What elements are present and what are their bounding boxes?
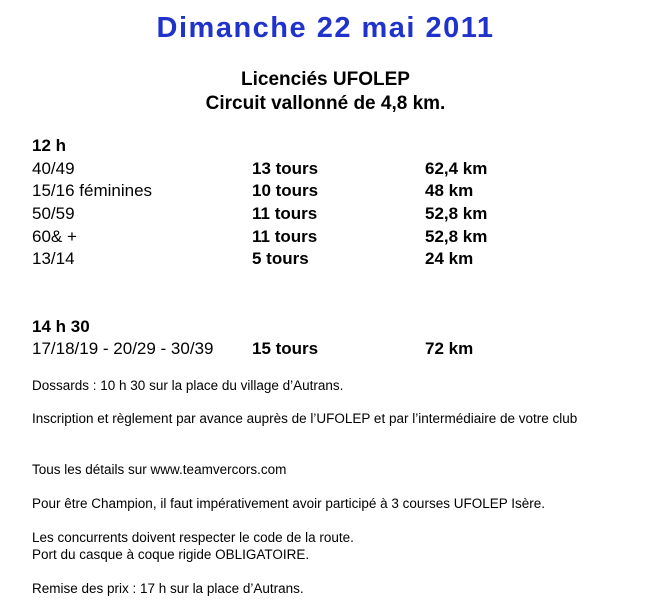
race-distance: 62,4 km (425, 159, 488, 178)
race-category: 17/18/19 - 20/29 - 30/39 (32, 339, 214, 358)
note-code-route: Les concurrents doivent respecter le code de la route. (32, 530, 354, 545)
section-heading-12h: 12 h (32, 136, 67, 155)
page-title: Dimanche 22 mai 2011 (156, 12, 495, 44)
note-casque: Port du casque à coque rigide OBLIGATOIRE. (32, 547, 310, 562)
race-row (0, 181, 651, 203)
subtitle-circuit: Circuit vallonné de 4,8 km. (205, 93, 446, 114)
race-row (0, 249, 651, 271)
subtitle-licencies: Licenciés UFOLEP (241, 69, 410, 90)
race-tours: 10 tours (252, 181, 319, 200)
race-tours: 13 tours (252, 159, 319, 178)
race-distance: 24 km (425, 249, 474, 268)
race-distance: 72 km (425, 339, 474, 358)
note-champion: Pour être Champion, il faut impérativement avoir participé à 3 courses UFOLEP Isère. (32, 496, 545, 511)
note-dossards: Dossards : 10 h 30 sur la place du village d’Autrans. (32, 378, 344, 393)
race-row (0, 204, 651, 226)
race-category: 13/14 (32, 249, 75, 268)
race-tours: 11 tours (252, 204, 318, 223)
note-inscription: Inscription et règlement par avance auprès de l’UFOLEP et par l’intermédiaire de votre club (32, 411, 578, 426)
note-details: Tous les détails sur www.teamvercors.com (32, 462, 287, 477)
race-tours: 11 tours (252, 227, 318, 246)
race-category: 40/49 (32, 159, 75, 178)
race-distance: 48 km (425, 181, 474, 200)
race-distance: 52,8 km (425, 204, 488, 223)
race-distance: 52,8 km (425, 227, 488, 246)
race-category: 15/16 féminines (32, 181, 153, 200)
race-row (0, 339, 651, 361)
race-row (0, 159, 651, 181)
race-category: 50/59 (32, 204, 75, 223)
section-heading-14h30: 14 h 30 (32, 317, 90, 336)
race-category: 60& + (32, 227, 77, 246)
race-row (0, 227, 651, 249)
race-tours: 15 tours (252, 339, 319, 358)
race-tours: 5 tours (252, 249, 309, 268)
note-remise: Remise des prix : 17 h sur la place d’Autrans. (32, 581, 304, 596)
